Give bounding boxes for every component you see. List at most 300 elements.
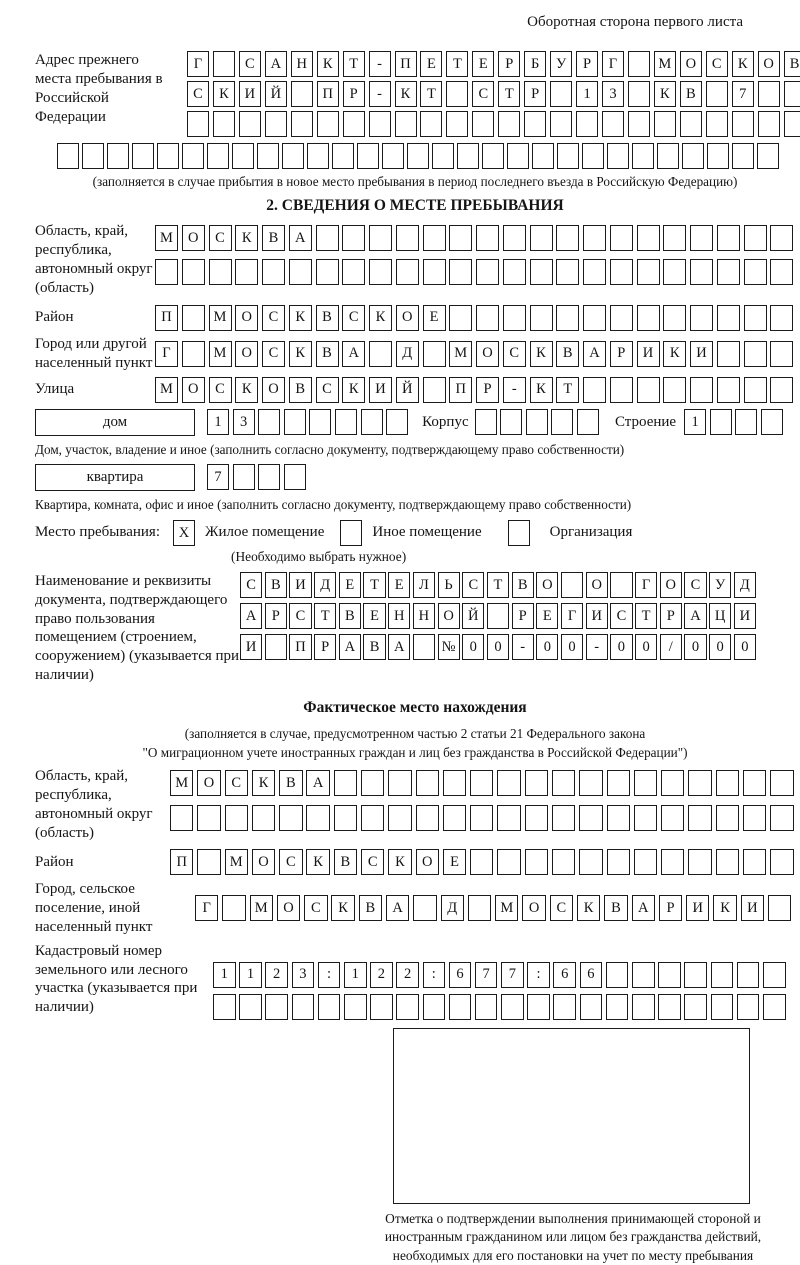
char-cell[interactable]: [235, 259, 258, 285]
char-cell[interactable]: К: [289, 341, 312, 367]
char-cell[interactable]: [757, 143, 779, 169]
char-cell[interactable]: В: [265, 572, 287, 598]
char-cell[interactable]: [711, 962, 734, 988]
char-cell[interactable]: 0: [684, 634, 706, 660]
char-cell[interactable]: К: [395, 81, 417, 107]
char-cell[interactable]: [369, 341, 392, 367]
char-cell[interactable]: М: [209, 341, 232, 367]
char-cell[interactable]: 0: [536, 634, 558, 660]
char-cell[interactable]: [770, 849, 793, 875]
char-cell[interactable]: [711, 994, 734, 1020]
char-cell[interactable]: [182, 259, 205, 285]
char-cell[interactable]: [498, 111, 520, 137]
char-cell[interactable]: [107, 143, 129, 169]
char-cell[interactable]: И: [690, 341, 713, 367]
char-cell[interactable]: А: [386, 895, 409, 921]
char-cell[interactable]: У: [709, 572, 731, 598]
char-cell[interactable]: [607, 770, 630, 796]
char-cell[interactable]: [213, 111, 235, 137]
char-cell[interactable]: Н: [291, 51, 313, 77]
char-cell[interactable]: С: [316, 377, 339, 403]
char-cell[interactable]: [344, 994, 367, 1020]
char-cell[interactable]: [628, 51, 650, 77]
char-cell[interactable]: М: [209, 305, 232, 331]
char-cell[interactable]: [416, 805, 439, 831]
char-cell[interactable]: [470, 770, 493, 796]
char-cell[interactable]: [316, 259, 339, 285]
char-cell[interactable]: [524, 111, 546, 137]
char-cell[interactable]: [663, 377, 686, 403]
char-cell[interactable]: [610, 572, 632, 598]
char-cell[interactable]: 1: [684, 409, 706, 435]
char-cell[interactable]: [470, 849, 493, 875]
char-cell[interactable]: [292, 994, 315, 1020]
char-cell[interactable]: [710, 409, 732, 435]
char-cell[interactable]: Р: [659, 895, 682, 921]
char-cell[interactable]: [688, 770, 711, 796]
char-cell[interactable]: [661, 849, 684, 875]
char-cell[interactable]: [423, 341, 446, 367]
char-cell[interactable]: В: [784, 51, 800, 77]
char-cell[interactable]: О: [536, 572, 558, 598]
char-cell[interactable]: И: [239, 81, 261, 107]
char-cell[interactable]: [610, 259, 633, 285]
char-cell[interactable]: [197, 849, 220, 875]
char-cell[interactable]: [717, 259, 740, 285]
char-cell[interactable]: [396, 225, 419, 251]
char-cell[interactable]: [475, 409, 497, 435]
char-cell[interactable]: [628, 111, 650, 137]
char-cell[interactable]: [690, 259, 713, 285]
char-cell[interactable]: С: [361, 849, 384, 875]
char-cell[interactable]: Г: [602, 51, 624, 77]
char-cell[interactable]: С: [209, 377, 232, 403]
char-cell[interactable]: К: [654, 81, 676, 107]
char-cell[interactable]: 0: [487, 634, 509, 660]
char-cell[interactable]: К: [530, 341, 553, 367]
char-cell[interactable]: -: [369, 81, 391, 107]
char-cell[interactable]: [468, 895, 491, 921]
char-cell[interactable]: 0: [610, 634, 632, 660]
char-cell[interactable]: [449, 259, 472, 285]
char-cell[interactable]: Ь: [438, 572, 460, 598]
char-cell[interactable]: Р: [498, 51, 520, 77]
char-cell[interactable]: [282, 143, 304, 169]
char-cell[interactable]: [413, 634, 435, 660]
char-cell[interactable]: [556, 305, 579, 331]
char-cell[interactable]: [279, 805, 302, 831]
char-cell[interactable]: [262, 259, 285, 285]
char-cell[interactable]: [758, 81, 780, 107]
char-cell[interactable]: -: [503, 377, 526, 403]
char-cell[interactable]: [258, 464, 280, 490]
char-cell[interactable]: С: [225, 770, 248, 796]
char-cell[interactable]: А: [684, 603, 706, 629]
char-cell[interactable]: [132, 143, 154, 169]
char-cell[interactable]: [758, 111, 780, 137]
char-cell[interactable]: О: [586, 572, 608, 598]
char-cell[interactable]: [583, 377, 606, 403]
other-premises-checkbox[interactable]: [340, 520, 362, 546]
char-cell[interactable]: И: [586, 603, 608, 629]
char-cell[interactable]: [449, 994, 472, 1020]
char-cell[interactable]: С: [262, 341, 285, 367]
char-cell[interactable]: 6: [553, 962, 576, 988]
char-cell[interactable]: А: [342, 341, 365, 367]
char-cell[interactable]: [503, 259, 526, 285]
char-cell[interactable]: [222, 895, 245, 921]
char-cell[interactable]: К: [331, 895, 354, 921]
char-cell[interactable]: [556, 259, 579, 285]
char-cell[interactable]: [257, 143, 279, 169]
char-cell[interactable]: П: [317, 81, 339, 107]
char-cell[interactable]: [443, 770, 466, 796]
char-cell[interactable]: [582, 143, 604, 169]
char-cell[interactable]: А: [583, 341, 606, 367]
char-cell[interactable]: [197, 805, 220, 831]
char-cell[interactable]: [763, 994, 786, 1020]
char-cell[interactable]: О: [416, 849, 439, 875]
char-cell[interactable]: [239, 111, 261, 137]
char-cell[interactable]: [770, 377, 793, 403]
char-cell[interactable]: [663, 305, 686, 331]
char-cell[interactable]: [413, 895, 436, 921]
char-cell[interactable]: Е: [536, 603, 558, 629]
char-cell[interactable]: Й: [462, 603, 484, 629]
char-cell[interactable]: [737, 962, 760, 988]
char-cell[interactable]: 1: [344, 962, 367, 988]
char-cell[interactable]: [663, 259, 686, 285]
char-cell[interactable]: [395, 111, 417, 137]
char-cell[interactable]: О: [680, 51, 702, 77]
char-cell[interactable]: [209, 259, 232, 285]
char-cell[interactable]: М: [155, 377, 178, 403]
char-cell[interactable]: Н: [388, 603, 410, 629]
char-cell[interactable]: [306, 805, 329, 831]
char-cell[interactable]: О: [182, 225, 205, 251]
char-cell[interactable]: С: [187, 81, 209, 107]
char-cell[interactable]: Б: [524, 51, 546, 77]
char-cell[interactable]: В: [680, 81, 702, 107]
char-cell[interactable]: [170, 805, 193, 831]
char-cell[interactable]: [457, 143, 479, 169]
char-cell[interactable]: В: [359, 895, 382, 921]
char-cell[interactable]: Ц: [709, 603, 731, 629]
char-cell[interactable]: [361, 805, 384, 831]
char-cell[interactable]: [743, 805, 766, 831]
char-cell[interactable]: [420, 111, 442, 137]
char-cell[interactable]: Т: [343, 51, 365, 77]
char-cell[interactable]: /: [660, 634, 682, 660]
char-cell[interactable]: [580, 994, 603, 1020]
char-cell[interactable]: [307, 143, 329, 169]
char-cell[interactable]: [556, 225, 579, 251]
char-cell[interactable]: [654, 111, 676, 137]
char-cell[interactable]: [690, 377, 713, 403]
char-cell[interactable]: И: [637, 341, 660, 367]
char-cell[interactable]: [606, 994, 629, 1020]
char-cell[interactable]: С: [304, 895, 327, 921]
char-cell[interactable]: [476, 259, 499, 285]
char-cell[interactable]: [561, 572, 583, 598]
char-cell[interactable]: К: [388, 849, 411, 875]
char-cell[interactable]: [732, 111, 754, 137]
char-cell[interactable]: К: [663, 341, 686, 367]
char-cell[interactable]: [602, 111, 624, 137]
char-cell[interactable]: Г: [195, 895, 218, 921]
char-cell[interactable]: [637, 305, 660, 331]
char-cell[interactable]: [661, 770, 684, 796]
char-cell[interactable]: [583, 225, 606, 251]
char-cell[interactable]: 3: [233, 409, 255, 435]
char-cell[interactable]: Р: [524, 81, 546, 107]
char-cell[interactable]: 7: [732, 81, 754, 107]
char-cell[interactable]: [637, 225, 660, 251]
char-cell[interactable]: [577, 409, 599, 435]
char-cell[interactable]: [770, 341, 793, 367]
char-cell[interactable]: 6: [449, 962, 472, 988]
char-cell[interactable]: [369, 111, 391, 137]
char-cell[interactable]: [432, 143, 454, 169]
char-cell[interactable]: Г: [155, 341, 178, 367]
organization-checkbox[interactable]: [508, 520, 530, 546]
char-cell[interactable]: С: [706, 51, 728, 77]
char-cell[interactable]: [770, 305, 793, 331]
char-cell[interactable]: [449, 305, 472, 331]
char-cell[interactable]: С: [239, 51, 261, 77]
char-cell[interactable]: 6: [580, 962, 603, 988]
char-cell[interactable]: Т: [446, 51, 468, 77]
char-cell[interactable]: [386, 409, 408, 435]
char-cell[interactable]: [265, 994, 288, 1020]
char-cell[interactable]: В: [363, 634, 385, 660]
char-cell[interactable]: [388, 805, 411, 831]
char-cell[interactable]: [155, 259, 178, 285]
char-cell[interactable]: [291, 111, 313, 137]
char-cell[interactable]: [550, 81, 572, 107]
char-cell[interactable]: [532, 143, 554, 169]
char-cell[interactable]: [632, 962, 655, 988]
char-cell[interactable]: Е: [472, 51, 494, 77]
char-cell[interactable]: В: [316, 305, 339, 331]
char-cell[interactable]: [500, 409, 522, 435]
char-cell[interactable]: [423, 259, 446, 285]
char-cell[interactable]: [579, 849, 602, 875]
char-cell[interactable]: Г: [635, 572, 657, 598]
char-cell[interactable]: 2: [396, 962, 419, 988]
char-cell[interactable]: М: [654, 51, 676, 77]
char-cell[interactable]: Д: [396, 341, 419, 367]
char-cell[interactable]: [632, 994, 655, 1020]
char-cell[interactable]: [607, 849, 630, 875]
char-cell[interactable]: С: [289, 603, 311, 629]
char-cell[interactable]: А: [388, 634, 410, 660]
char-cell[interactable]: В: [279, 770, 302, 796]
char-cell[interactable]: Р: [343, 81, 365, 107]
char-cell[interactable]: И: [369, 377, 392, 403]
char-cell[interactable]: [770, 770, 793, 796]
char-cell[interactable]: [265, 111, 287, 137]
char-cell[interactable]: [658, 962, 681, 988]
char-cell[interactable]: [233, 464, 255, 490]
char-cell[interactable]: [658, 994, 681, 1020]
char-cell[interactable]: М: [170, 770, 193, 796]
char-cell[interactable]: К: [235, 225, 258, 251]
char-cell[interactable]: [761, 409, 783, 435]
char-cell[interactable]: [449, 225, 472, 251]
char-cell[interactable]: Р: [476, 377, 499, 403]
char-cell[interactable]: [530, 225, 553, 251]
char-cell[interactable]: [252, 805, 275, 831]
char-cell[interactable]: [309, 409, 331, 435]
char-cell[interactable]: [318, 994, 341, 1020]
char-cell[interactable]: Т: [487, 572, 509, 598]
char-cell[interactable]: [423, 994, 446, 1020]
char-cell[interactable]: 1: [207, 409, 229, 435]
char-cell[interactable]: [476, 225, 499, 251]
char-cell[interactable]: 2: [370, 962, 393, 988]
char-cell[interactable]: [342, 225, 365, 251]
char-cell[interactable]: [332, 143, 354, 169]
char-cell[interactable]: О: [476, 341, 499, 367]
char-cell[interactable]: С: [262, 305, 285, 331]
char-cell[interactable]: [530, 259, 553, 285]
char-cell[interactable]: Г: [561, 603, 583, 629]
char-cell[interactable]: О: [235, 305, 258, 331]
char-cell[interactable]: [265, 634, 287, 660]
char-cell[interactable]: Е: [339, 572, 361, 598]
char-cell[interactable]: [583, 259, 606, 285]
char-cell[interactable]: В: [556, 341, 579, 367]
char-cell[interactable]: [768, 895, 791, 921]
char-cell[interactable]: А: [306, 770, 329, 796]
char-cell[interactable]: К: [713, 895, 736, 921]
char-cell[interactable]: М: [449, 341, 472, 367]
char-cell[interactable]: С: [462, 572, 484, 598]
char-cell[interactable]: [157, 143, 179, 169]
char-cell[interactable]: 0: [561, 634, 583, 660]
char-cell[interactable]: [690, 305, 713, 331]
char-cell[interactable]: С: [610, 603, 632, 629]
char-cell[interactable]: [291, 81, 313, 107]
char-cell[interactable]: [369, 259, 392, 285]
char-cell[interactable]: [207, 143, 229, 169]
char-cell[interactable]: [682, 143, 704, 169]
char-cell[interactable]: С: [240, 572, 262, 598]
char-cell[interactable]: [690, 225, 713, 251]
char-cell[interactable]: [552, 770, 575, 796]
char-cell[interactable]: [525, 770, 548, 796]
char-cell[interactable]: [526, 409, 548, 435]
char-cell[interactable]: К: [577, 895, 600, 921]
char-cell[interactable]: Т: [420, 81, 442, 107]
char-cell[interactable]: [716, 770, 739, 796]
char-cell[interactable]: [634, 849, 657, 875]
char-cell[interactable]: С: [550, 895, 573, 921]
char-cell[interactable]: [497, 849, 520, 875]
char-cell[interactable]: [579, 770, 602, 796]
char-cell[interactable]: К: [252, 770, 275, 796]
char-cell[interactable]: [553, 994, 576, 1020]
char-cell[interactable]: [610, 225, 633, 251]
char-cell[interactable]: [503, 305, 526, 331]
char-cell[interactable]: [744, 341, 767, 367]
char-cell[interactable]: А: [339, 634, 361, 660]
char-cell[interactable]: [182, 143, 204, 169]
char-cell[interactable]: [716, 849, 739, 875]
char-cell[interactable]: Р: [660, 603, 682, 629]
char-cell[interactable]: [470, 805, 493, 831]
char-cell[interactable]: [503, 225, 526, 251]
char-cell[interactable]: [82, 143, 104, 169]
char-cell[interactable]: М: [225, 849, 248, 875]
char-cell[interactable]: [334, 770, 357, 796]
char-cell[interactable]: Т: [314, 603, 336, 629]
char-cell[interactable]: [552, 805, 575, 831]
char-cell[interactable]: С: [342, 305, 365, 331]
char-cell[interactable]: [213, 994, 236, 1020]
char-cell[interactable]: [707, 143, 729, 169]
char-cell[interactable]: Р: [576, 51, 598, 77]
char-cell[interactable]: [416, 770, 439, 796]
char-cell[interactable]: Р: [610, 341, 633, 367]
char-cell[interactable]: [637, 259, 660, 285]
char-cell[interactable]: П: [395, 51, 417, 77]
char-cell[interactable]: [688, 849, 711, 875]
char-cell[interactable]: [717, 377, 740, 403]
char-cell[interactable]: [735, 409, 757, 435]
char-cell[interactable]: К: [732, 51, 754, 77]
char-cell[interactable]: [706, 81, 728, 107]
char-cell[interactable]: [706, 111, 728, 137]
char-cell[interactable]: [634, 805, 657, 831]
char-cell[interactable]: Т: [498, 81, 520, 107]
char-cell[interactable]: [634, 770, 657, 796]
char-cell[interactable]: Н: [413, 603, 435, 629]
char-cell[interactable]: Д: [734, 572, 756, 598]
char-cell[interactable]: Т: [635, 603, 657, 629]
char-cell[interactable]: [607, 805, 630, 831]
char-cell[interactable]: [361, 770, 384, 796]
char-cell[interactable]: [688, 805, 711, 831]
char-cell[interactable]: И: [734, 603, 756, 629]
char-cell[interactable]: -: [586, 634, 608, 660]
char-cell[interactable]: Е: [363, 603, 385, 629]
char-cell[interactable]: О: [660, 572, 682, 598]
char-cell[interactable]: О: [197, 770, 220, 796]
char-cell[interactable]: 3: [292, 962, 315, 988]
char-cell[interactable]: [527, 994, 550, 1020]
char-cell[interactable]: [717, 341, 740, 367]
char-cell[interactable]: [684, 962, 707, 988]
char-cell[interactable]: С: [209, 225, 232, 251]
char-cell[interactable]: [335, 409, 357, 435]
char-cell[interactable]: Т: [556, 377, 579, 403]
char-cell[interactable]: [551, 409, 573, 435]
char-cell[interactable]: В: [604, 895, 627, 921]
char-cell[interactable]: [737, 994, 760, 1020]
char-cell[interactable]: А: [240, 603, 262, 629]
char-cell[interactable]: [576, 111, 598, 137]
char-cell[interactable]: [610, 377, 633, 403]
char-cell[interactable]: М: [495, 895, 518, 921]
char-cell[interactable]: [684, 994, 707, 1020]
char-cell[interactable]: [763, 962, 786, 988]
char-cell[interactable]: [530, 305, 553, 331]
char-cell[interactable]: [316, 225, 339, 251]
char-cell[interactable]: Е: [423, 305, 446, 331]
char-cell[interactable]: [423, 225, 446, 251]
